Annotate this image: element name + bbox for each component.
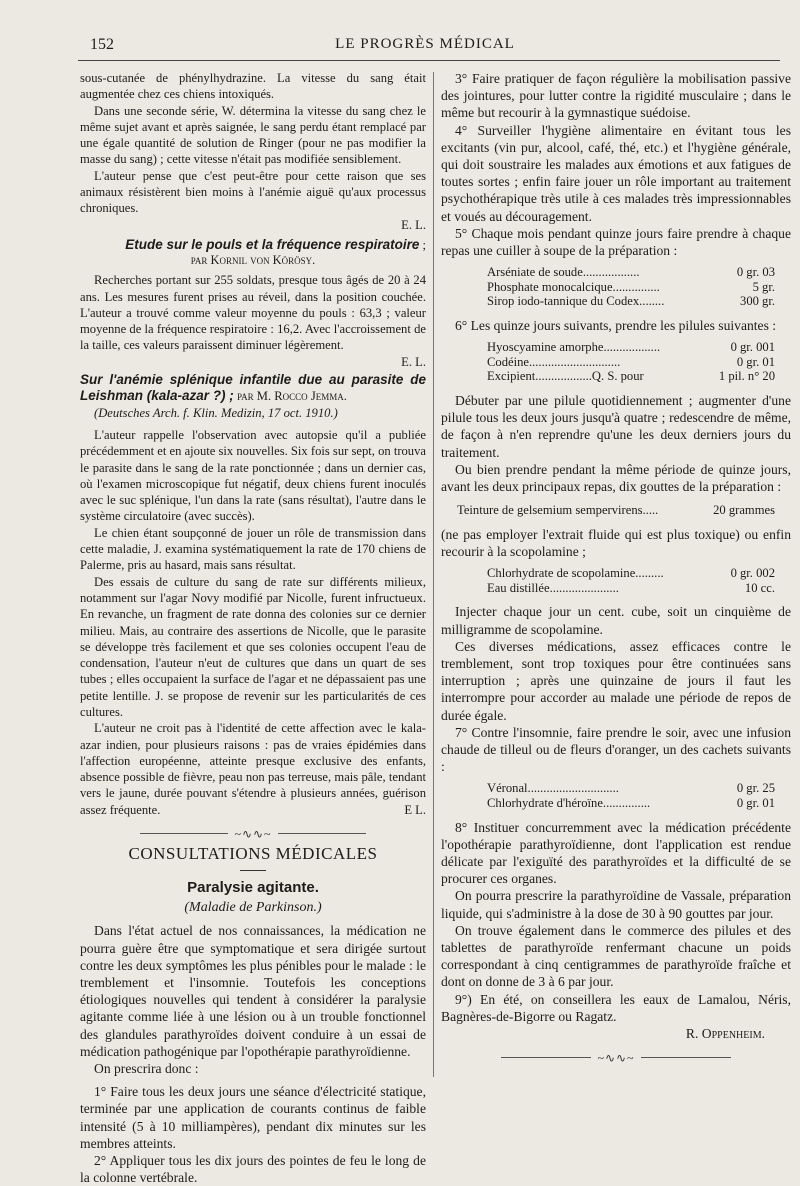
ingredient-quantity: 0 gr. 002 xyxy=(730,566,775,581)
review-heading xyxy=(80,237,426,253)
right-column xyxy=(441,70,791,1064)
review-heading xyxy=(80,372,426,405)
review-paragraph: Le chien étant soupçonné de jouer un rôle de transmission dans cette maladie, J. examina systématiquement la rate de 170 chiens de Palerme, pris au hasard, mais sans résultat. xyxy=(80,525,426,573)
ingredient-quantity: 20 grammes xyxy=(713,503,775,518)
ingredient-name: Codéine............................. xyxy=(487,354,621,369)
article-paragraph: On prescrira donc : xyxy=(94,1060,199,1076)
prescription-row xyxy=(487,265,775,280)
ingredient-quantity: 0 gr. 25 xyxy=(736,781,775,796)
article-paragraph: 1° Faire tous les deux jours une séance d'électricité statique, terminée par une application de courants continus de faible intensité (5 à 10 milliampères), pendant dix minutes sur les membres atteints. xyxy=(80,1084,426,1151)
section-title: CONSULTATIONS MÉDICALES xyxy=(128,844,378,864)
ingredient-quantity: 0 gr. 03 xyxy=(736,265,775,280)
article-paragraph: 3° Faire pratiquer de façon régulière la mobilisation passive des jointures, pour lutter contre la rigidité musculaire ; dans le même but recourir à la gymnastique suédoise. xyxy=(441,71,791,121)
review-paragraph: L'auteur ne croit pas à l'identité de cette affection avec le kala-azar indien, pour plusieurs raisons : pas de vraies épidémies dans l'affection européenne, atteinte presque exclusive des enfants, absence possible de fièvre, peau non pas terreuse, mais pâle, tendant vers le jaune, durée pouvant s'étendre à plusieurs années, guérison assez fréquente. xyxy=(80,721,426,817)
ingredient-name: Véronal............................. xyxy=(487,781,619,796)
column-separator xyxy=(433,72,434,1077)
section-ornament: ~∿∿~ xyxy=(441,1050,791,1064)
left-column xyxy=(80,70,426,1186)
review-paragraph: Des essais de culture du sang de rate sur différents milieux, notamment sur l'agar Novy modifié par Nicolle, furent infructueux. En revanche, un fragment de rate donna des colonies sur ce dernier milieu. Mais, au contraire des assertions de Nicolle, que le parasite se développe très facilement et que ses colonies occupent l'eau de condensation, l'auteur n'eut de cultures que dans un quart de ses tubes ; elles occupaient la surface de l'agar et ne dépassaient pas une petite lentille. J. se propose de revenir sur les particularités de ces cultures. xyxy=(80,574,426,719)
prescription-row xyxy=(457,503,775,518)
intro-paragraph: L'auteur pense que c'est peut-être pour cette raison que ses animaux résistèrent bien moins à l'anémie aiguë qu'aux processus chroniques. xyxy=(80,168,426,216)
article-paragraph: (ne pas employer l'extrait fluide qui est plus toxique) ou enfin recourir à la scopolamine ; xyxy=(441,526,791,560)
prescription-row xyxy=(487,280,775,295)
intro-paragraph: Dans une seconde série, W. détermina la vitesse du sang chez le même sujet avant et après saignée, le sang perdu étant remplacé par une égale quantité de solution de Ringer (pour ne pas modifier la masse du sang) ; cette vitesse n'était pas modifiée sensiblement. xyxy=(80,103,426,167)
article-paragraph: 2° Appliquer tous les dix jours des pointes de feu le long de la colonne vertébrale. xyxy=(80,1153,426,1186)
prescription-row xyxy=(487,294,775,309)
article-subtitle: (Maladie de Parkinson.) xyxy=(184,900,322,916)
article-paragraph: 8° Instituer concurremment avec la médication précédente l'opothérapie parathyroïdienne, dont l'application est rendue délicate par l'exiguïté des parathyroïdes et la difficulté de se procurer ces organes. xyxy=(441,819,791,887)
header-rule xyxy=(78,60,780,61)
article-paragraph: Injecter chaque jour un cent. cube, soit un cinquième de milligramme de scopolamine. xyxy=(441,604,791,637)
article-paragraph: 5° Chaque mois pendant quinze jours faire prendre à chaque repas une cuiller à soupe de la préparation : xyxy=(441,225,791,259)
ingredient-quantity: 0 gr. 01 xyxy=(736,354,775,369)
journal-title: LE PROGRÈS MÉDICAL xyxy=(335,36,515,52)
ingredient-name: Phosphate monocalcique............... xyxy=(487,279,660,294)
ingredient-name: Sirop iodo-tannique du Codex........ xyxy=(487,294,665,309)
author-initials: E. L. xyxy=(401,217,426,232)
article-paragraph: 9°) En été, on conseillera les eaux de Lamalou, Néris, Bagnères-de-Bigorre ou Ragatz. xyxy=(441,991,791,1024)
ingredient-quantity: 0 gr. 01 xyxy=(736,796,775,811)
author-initials: E L. xyxy=(404,803,426,818)
page-header xyxy=(70,36,780,58)
section-ornament: ~∿∿~ xyxy=(80,826,426,840)
prescription-row xyxy=(487,796,775,811)
ingredient-name: Chlorhydrate d'héroïne............... xyxy=(487,796,651,811)
ingredient-name: Teinture de gelsemium sempervirens..... xyxy=(457,503,659,518)
ingredient-name: Hyoscyamine amorphe.................. xyxy=(487,340,661,355)
article-paragraph: Ou bien prendre pendant la même période de quinze jours, avant les deux principaux repas, dix gouttes de la préparation : xyxy=(441,461,791,495)
prescription-row xyxy=(487,340,775,355)
review-paragraph: Recherches portant sur 255 soldats, presque tous âgés de 20 à 24 ans. Les mesures furent prises au réveil, dans la position couchée. L'auteur a trouvé comme valeur moyenne du pouls : 63,3 ; valeur moyenne de la fréquence respiratoire : 16,2. Avec l'accroissement de la taille, ces valeurs paraissent diminuer légèrement. xyxy=(80,273,426,353)
review-byline: par Kornil von Körösy. xyxy=(190,253,316,268)
title-rule xyxy=(240,870,266,871)
ingredient-name: Chlorhydrate de scopolamine......... xyxy=(487,566,664,581)
ingredient-name: Excipient..................Q. S. pour xyxy=(487,369,644,384)
article-paragraph: On pourra prescrire la parathyroïdine de Vassale, préparation liquide, qui s'administre à la dose de 30 à 90 gouttes par jour. xyxy=(441,888,791,921)
review-title: Etude sur le pouls et la fréquence respiratoire xyxy=(125,236,420,252)
article-title: Paralysie agitante. xyxy=(187,879,319,897)
review-title: Sur l'anémie splénique infantile due au parasite de Leishman (kala-azar ?) ; xyxy=(80,372,426,404)
review-title-suffix: ; xyxy=(419,237,426,252)
prescription-table xyxy=(487,566,775,595)
article-paragraph: Dans l'état actuel de nos connaissances, la médication ne pourra guère être que symptomatique et sera dirigée surtout contre les deux symptômes les plus pénibles pour le malade : le tremblement et l'insomnie. Toutefois les conceptions étiologiques nouvelles qui tendent à considérer la paralysie agitante comme liée à une lésion ou à un trouble fonctionnel des glandules parathyroïdes doivent conduire à un essai de médication pathogénique par l'opothérapie parathyroïdienne. xyxy=(80,923,426,1059)
prescription-row xyxy=(487,781,775,796)
prescription-table xyxy=(487,265,775,309)
prescription-row xyxy=(487,581,775,596)
prescription-table xyxy=(457,503,775,518)
intro-paragraph: sous-cutanée de phénylhydrazine. La vitesse du sang était augmentée chez ces chiens intoxiqués. xyxy=(80,71,426,102)
article-paragraph: 7° Contre l'insomnie, faire prendre le soir, avec une infusion chaude de tilleul ou de fleurs d'oranger, un des cachets suivants : xyxy=(441,724,791,775)
prescription-table xyxy=(487,781,775,810)
prescription-table xyxy=(487,340,775,384)
ingredient-quantity: 1 pil. n° 20 xyxy=(718,369,775,384)
review-paragraph: L'auteur rappelle l'observation avec autopsie qu'il a publiée précédemment et en ajoute six nouvelles. Six fois sur sept, on trouva le parasite dans le sang de la rate ponctionnée ; dans un dernier cas, où l'examen microscopique fut négatif, deux chiens furent inoculés avec le suc splénique, l'un dans la rate (sans résultat), l'autre dans le système circulatoire (avec succès). xyxy=(80,427,426,524)
author-initials: E. L. xyxy=(401,354,426,369)
ingredient-quantity: 5 gr. xyxy=(752,279,775,294)
ingredient-name: Arséniate de soude.................. xyxy=(487,265,640,280)
prescription-row xyxy=(487,355,775,370)
article-signature: R. Oppenheim. xyxy=(685,1026,765,1042)
review-byline: par M. Rocco Jemma. xyxy=(233,389,347,404)
prescription-row xyxy=(487,566,775,581)
prescription-row xyxy=(487,369,775,384)
article-paragraph: Débuter par une pilule quotidiennement ; augmenter d'une pilule tous les deux jours jusqu'à quatre ; redescendre de même, de façon à n'en reprendre qu'une les deux derniers jours du traitement. xyxy=(441,393,791,460)
article-paragraph: 6° Les quinze jours suivants, prendre les pilules suivantes : xyxy=(455,318,777,334)
article-paragraph: 4° Surveiller l'hygiène alimentaire en évitant tous les excitants (vin pur, alcool, café, thé, etc.) et l'hygiène générale, qui doit soustraire les malades aux émotions et aux fatigues de toutes sortes ; enfin faire jouer un rôle important au traitement psychothérapique très utile à ces malades très impressionnables et voués au découragement. xyxy=(441,122,791,224)
page-number: 152 xyxy=(90,36,114,53)
ingredient-quantity: 300 gr. xyxy=(740,294,775,309)
article-paragraph: Ces diverses médications, assez efficaces contre le tremblement, sont trop toxiques pour être continuées sans interruption ; après une quinzaine de jours il faut les interrompre pour accorder au malade une période de repos de durée égale. xyxy=(441,638,791,723)
ingredient-quantity: 10 cc. xyxy=(744,580,775,595)
review-source: (Deutsches Arch. f. Klin. Medizin, 17 oct. 1910.) xyxy=(94,405,338,420)
ingredient-name: Eau distillée...................... xyxy=(487,580,619,595)
ingredient-quantity: 0 gr. 001 xyxy=(730,340,775,355)
article-paragraph: On trouve également dans le commerce des pilules et des tablettes de parathyroïde renfermant chacune un poids correspondant à cinq centigrammes de parathyroïde fraîche et dont on donne de 3 à 6 par jour. xyxy=(441,922,791,990)
